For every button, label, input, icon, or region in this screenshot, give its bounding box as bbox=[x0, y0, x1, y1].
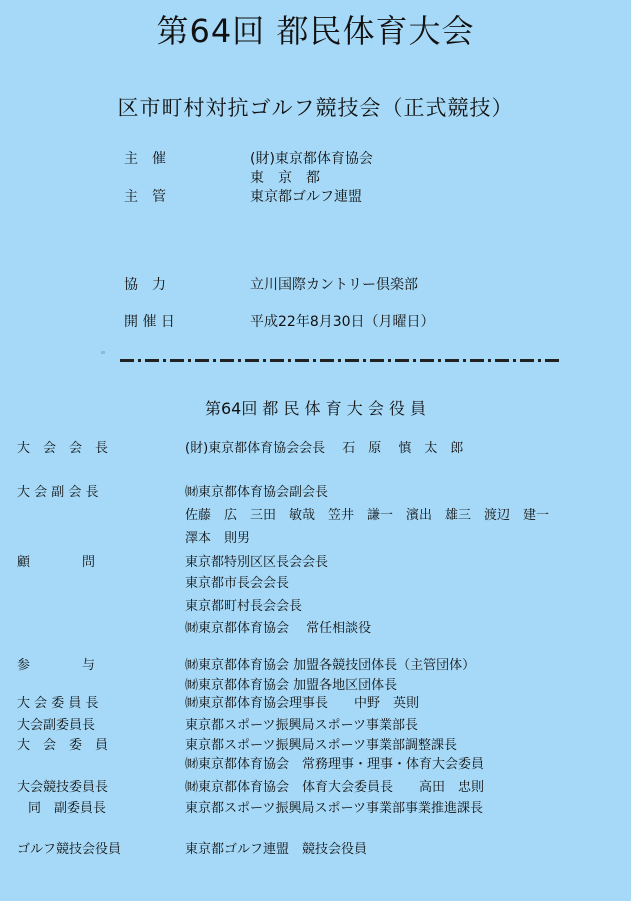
manager-label: 主 管 bbox=[124, 189, 166, 205]
dash-dot-divider bbox=[120, 359, 560, 362]
organizer-value-1: (財)東京都体育協会 bbox=[250, 151, 373, 167]
date-value: 平成22年8月30日（月曜日） bbox=[250, 314, 435, 330]
committee-member-value-2: ㈶東京都体育協会 常務理事・理事・体育大会委員 bbox=[185, 757, 485, 772]
vice-president-value-3: 澤本 則男 bbox=[185, 531, 251, 546]
page-title: 第64回 都民体育大会 bbox=[156, 12, 475, 50]
advisor-value-2: 東京都市長会会長 bbox=[185, 576, 290, 591]
councilor-value-1: ㈶東京都体育協会 加盟各競技団体長（主管団体） bbox=[185, 658, 476, 673]
competition-chair-value: ㈶東京都体育協会 体育大会委員長 高田 忠則 bbox=[185, 780, 485, 795]
president-label: 大 会 会 長 bbox=[17, 441, 109, 456]
cooperation-label: 協 力 bbox=[124, 277, 166, 293]
speck bbox=[101, 351, 105, 354]
organizer-value-2: 東 京 都 bbox=[250, 170, 320, 186]
organizer-label: 主 催 bbox=[124, 151, 166, 167]
advisor-value-3: 東京都町村長会会長 bbox=[185, 599, 303, 614]
vice-president-value-1: ㈶東京都体育協会副会長 bbox=[185, 485, 329, 500]
officers-title: 第64回 都 民 体 育 大 会 役 員 bbox=[204, 399, 427, 418]
golf-officials-value: 東京都ゴルフ連盟 競技会役員 bbox=[185, 842, 368, 857]
date-label: 開 催 日 bbox=[124, 314, 175, 330]
councilor-label: 参 与 bbox=[17, 658, 96, 673]
advisor-value-4: ㈶東京都体育協会 常任相談役 bbox=[185, 621, 372, 636]
event-subtitle: 区市町村対抗ゴルフ競技会（正式競技） bbox=[117, 96, 514, 120]
cooperation-value: 立川国際カントリー倶楽部 bbox=[250, 277, 418, 293]
vice-committee-chair-label: 大会副委員長 bbox=[17, 718, 96, 733]
councilor-value-2: ㈶東京都体育協会 加盟各地区団体長 bbox=[185, 678, 398, 693]
committee-chair-value: ㈶東京都体育協会理事長 中野 英則 bbox=[185, 696, 420, 711]
committee-chair-label: 大 会 委 員 長 bbox=[17, 696, 99, 711]
manager-value: 東京都ゴルフ連盟 bbox=[250, 189, 362, 205]
competition-vice-chair-value: 東京都スポーツ振興局スポーツ事業部事業推進課長 bbox=[185, 801, 483, 816]
advisor-label: 顧 問 bbox=[17, 555, 96, 570]
golf-officials-label: ゴルフ競技会役員 bbox=[17, 842, 122, 857]
president-value: (財)東京都体育協会会長 石 原 慎 太 郎 bbox=[185, 441, 464, 456]
committee-member-label: 大 会 委 員 bbox=[17, 738, 109, 753]
vice-committee-chair-value: 東京都スポーツ振興局スポーツ事業部長 bbox=[185, 718, 418, 733]
competition-chair-label: 大会競技委員長 bbox=[17, 780, 109, 795]
committee-member-value-1: 東京都スポーツ振興局スポーツ事業部調整課長 bbox=[185, 738, 457, 753]
vice-president-label: 大 会 副 会 長 bbox=[17, 485, 99, 500]
competition-vice-chair-label: 同 副委員長 bbox=[28, 801, 107, 816]
advisor-value-1: 東京都特別区区長会会長 bbox=[185, 555, 329, 570]
vice-president-value-2: 佐藤 広 三田 敏哉 笠井 謙一 濱出 雄三 渡辺 建一 bbox=[185, 508, 550, 523]
